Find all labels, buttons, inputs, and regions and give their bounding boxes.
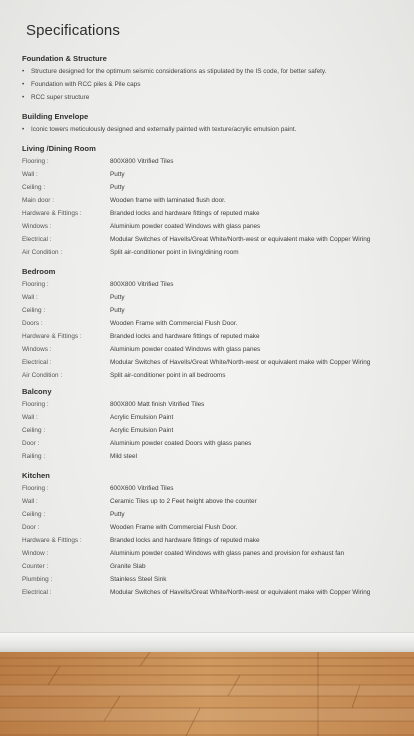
spec-row: Windows : Aluminium powder coated Windows with glass panes — [22, 346, 261, 353]
wooden-floor — [0, 652, 414, 736]
spec-row: Electrical : Modular Switches of Havells/Great White/North-west or equivalent make with Copper Wiring — [22, 236, 371, 243]
spec-row: Wall : Putty — [22, 294, 125, 301]
foundation-bullet: • Structure designed for the optimum seismic considerations as stipulated by the IS code, for better safety. — [22, 68, 327, 75]
spec-row: Ceiling : Acrylic Emulsion Paint — [22, 427, 174, 434]
spec-row: Wall : Putty — [22, 171, 125, 178]
spec-row: Hardware & Fittings : Branded locks and hardware fittings of reputed make — [22, 210, 260, 217]
spec-row: Window : Aluminium powder coated Windows with glass panes and provision for exhaust fan — [22, 550, 345, 557]
spec-row: Ceiling : Putty — [22, 184, 125, 191]
spec-row: Electrical : Modular Switches of Havells/Great White/North-west or equivalent make with Copper Wiring — [22, 589, 371, 596]
spec-row: Plumbing : Stainless Steel Sink — [22, 576, 167, 583]
spec-row: Air Condition : Split air-conditioner point in living/dining room — [22, 249, 239, 256]
foundation-heading: Foundation & Structure — [22, 54, 107, 63]
spec-row: Ceiling : Putty — [22, 307, 125, 314]
envelope-bullet: • Iconic towers meticulously designed and externally painted with texture/acrylic emulsion paint. — [22, 126, 297, 133]
spec-row: Railing : Mild steel — [22, 453, 137, 460]
foundation-bullet: • Foundation with RCC piles & Pile caps — [22, 81, 141, 88]
spec-row: Door : Wooden Frame with Commercial Flush Door. — [22, 524, 238, 531]
spec-row: Wall : Ceramic Tiles up to 2 Feet height above the counter — [22, 498, 257, 505]
spec-row: Counter : Granite Slab — [22, 563, 146, 570]
bedroom-heading: Bedroom — [22, 267, 56, 276]
spec-row: Windows : Aluminium powder coated Windows with glass panes — [22, 223, 261, 230]
spec-row: Flooring : 800X800 Matt finish Vitrified Tiles — [22, 401, 205, 408]
spec-row: Door : Aluminium powder coated Doors with glass panes — [22, 440, 252, 447]
page-title: Specifications — [26, 22, 120, 39]
spec-row: Hardware & Fittings : Branded locks and hardware fittings of reputed make — [22, 333, 260, 340]
spec-row: Electrical : Modular Switches of Havells/Great White/North-west or equivalent make with Copper Wiring — [22, 359, 371, 366]
foundation-bullet: • RCC super structure — [22, 94, 90, 101]
spec-row: Air Condition : Split air-conditioner point in all bedrooms — [22, 372, 226, 379]
spec-row: Flooring : 800X800 Vitrified Tiles — [22, 281, 174, 288]
envelope-heading: Building Envelope — [22, 112, 89, 121]
wall-baseboard — [0, 632, 414, 653]
kitchen-heading: Kitchen — [22, 471, 50, 480]
spec-row: Wall : Acrylic Emulsion Paint — [22, 414, 174, 421]
spec-row: Main door : Wooden frame with laminated flush door. — [22, 197, 226, 204]
spec-row: Flooring : 600X600 Vitrified Tiles — [22, 485, 174, 492]
spec-row: Doors : Wooden Frame with Commercial Flush Door. — [22, 320, 238, 327]
floor-planks-graphic — [0, 652, 414, 736]
living-heading: Living /Dining Room — [22, 144, 96, 153]
spec-row: Flooring : 800X800 Vitrified Tiles — [22, 158, 174, 165]
spec-row: Ceiling : Putty — [22, 511, 125, 518]
spec-row: Hardware & Fittings : Branded locks and hardware fittings of reputed make — [22, 537, 260, 544]
balcony-heading: Balcony — [22, 387, 52, 396]
